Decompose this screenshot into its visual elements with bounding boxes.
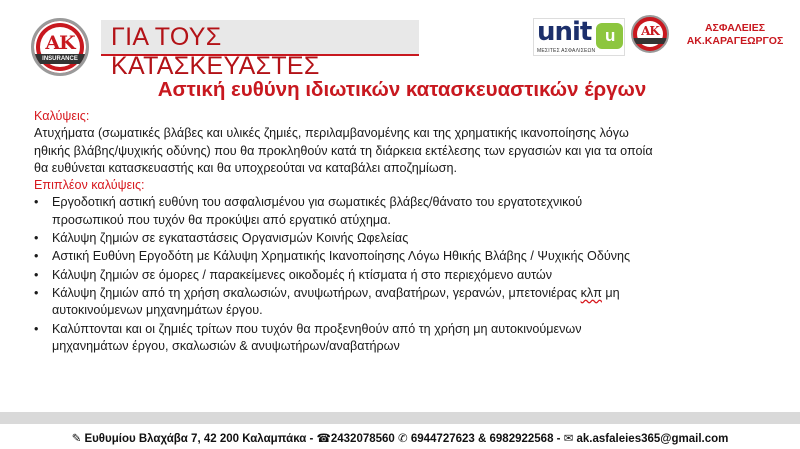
list-item: • Αστική Ευθύνη Εργοδότη με Κάλυψη Χρηματικής Ικανοποίησης Λόγω Ηθικής Βλάβης / Ψυχικής Οδύνης: [34, 248, 774, 265]
page-title: ΓΙΑ ΤΟΥΣ ΚΑΤΑΣΚΕΥΑΣΤΕΣ: [111, 23, 320, 80]
header: [0, 0, 800, 80]
coverage-line: ηθικής βλάβης/ψυχικής οδύνης) που θα προκληθούν κατά τη διάρκεια εκτέλεσης των εργασιών και για τα οποία: [34, 143, 653, 158]
list-item: • Κάλυψη ζημιών σε εγκαταστάσεις Οργανισμών Κοινής Ωφελείας: [34, 230, 774, 247]
content: [34, 108, 774, 355]
brand-line2: ΑΚ.ΚΑΡΑΓΕΩΡΓΟΣ: [686, 35, 784, 47]
coverage-heading: Καλύψεις:: [34, 109, 90, 123]
unit-logo-badge: u: [596, 23, 623, 49]
brand-name: [680, 22, 790, 48]
extra-coverage-list: [34, 194, 774, 355]
ak-insurance-logo: [31, 18, 89, 76]
list-item: • Καλύπτονται και οι ζημιές τρίτων που τυχόν θα προξενηθούν από τη χρήση μη αυτοκινούμενων μηχανημάτων έργου, σκαλωσιών & ανυψωτήρων/αναβατήρων: [34, 321, 774, 356]
brand-line1: ΑΣΦΑΛΕΙΕΣ: [704, 22, 766, 34]
unit-logo-caption: ΜΕΣΙΤΕΣ ΑΣΦΑΛΙΣΕΩΝ: [537, 48, 596, 54]
logo-small-monogram: ΑΚ: [641, 24, 659, 38]
list-item: • Εργοδοτική αστική ευθύνη του ασφαλισμένου για σωματικές βλάβες/θάνατο του εργατοτεχνικού προσωπικού που τυχόν θα προκύψει από εργατικό ατύχημα.: [34, 194, 774, 229]
footer-contact: ✎ Ευθυμίου Βλαχάβα 7, 42 200 Καλαμπάκα - ☎2432078560 ✆ 6944727623 & 6982922568 - ✉ ak.asfaleies365@gmail.com: [71, 433, 729, 445]
coverage-text: [34, 125, 774, 177]
logo-monogram: ΑΚ: [45, 32, 75, 54]
unit-logo-word: unit: [537, 17, 592, 47]
unit-logo: [533, 18, 625, 56]
logo-caption: INSURANCE: [42, 56, 78, 62]
ak-logo-small: [631, 15, 669, 53]
spellcheck-word: κλπ: [580, 285, 602, 300]
list-item: • Κάλυψη ζημιών σε όμορες / παρακείμενες οικοδομές ή κτίσματα ή στο περιεχόμενο αυτών: [34, 267, 774, 284]
section-subtitle: Αστική ευθύνη ιδιωτικών κατασκευαστικών έργων: [157, 78, 647, 101]
title-bar: [101, 20, 419, 80]
footer-divider: [0, 412, 800, 424]
coverage-line: θα ευθύνεται κατασκευαστής και θα υποχρεούται να καταβάλει αποζημίωση.: [34, 160, 457, 175]
extra-heading: Επιπλέον καλύψεις:: [34, 178, 145, 193]
coverage-line: Ατυχήματα (σωματικές βλάβες και υλικές ζημιές, περιλαμβανομένης και της χρηματικής ικανοποίησης λόγω: [34, 126, 629, 141]
list-item: • Κάλυψη ζημιών από τη χρήση σκαλωσιών, ανυψωτήρων, αναβατήρων, γερανών, μπετονιέρας κλπ μη αυτοκινούμενων μηχανημάτων έργου.: [34, 285, 774, 320]
